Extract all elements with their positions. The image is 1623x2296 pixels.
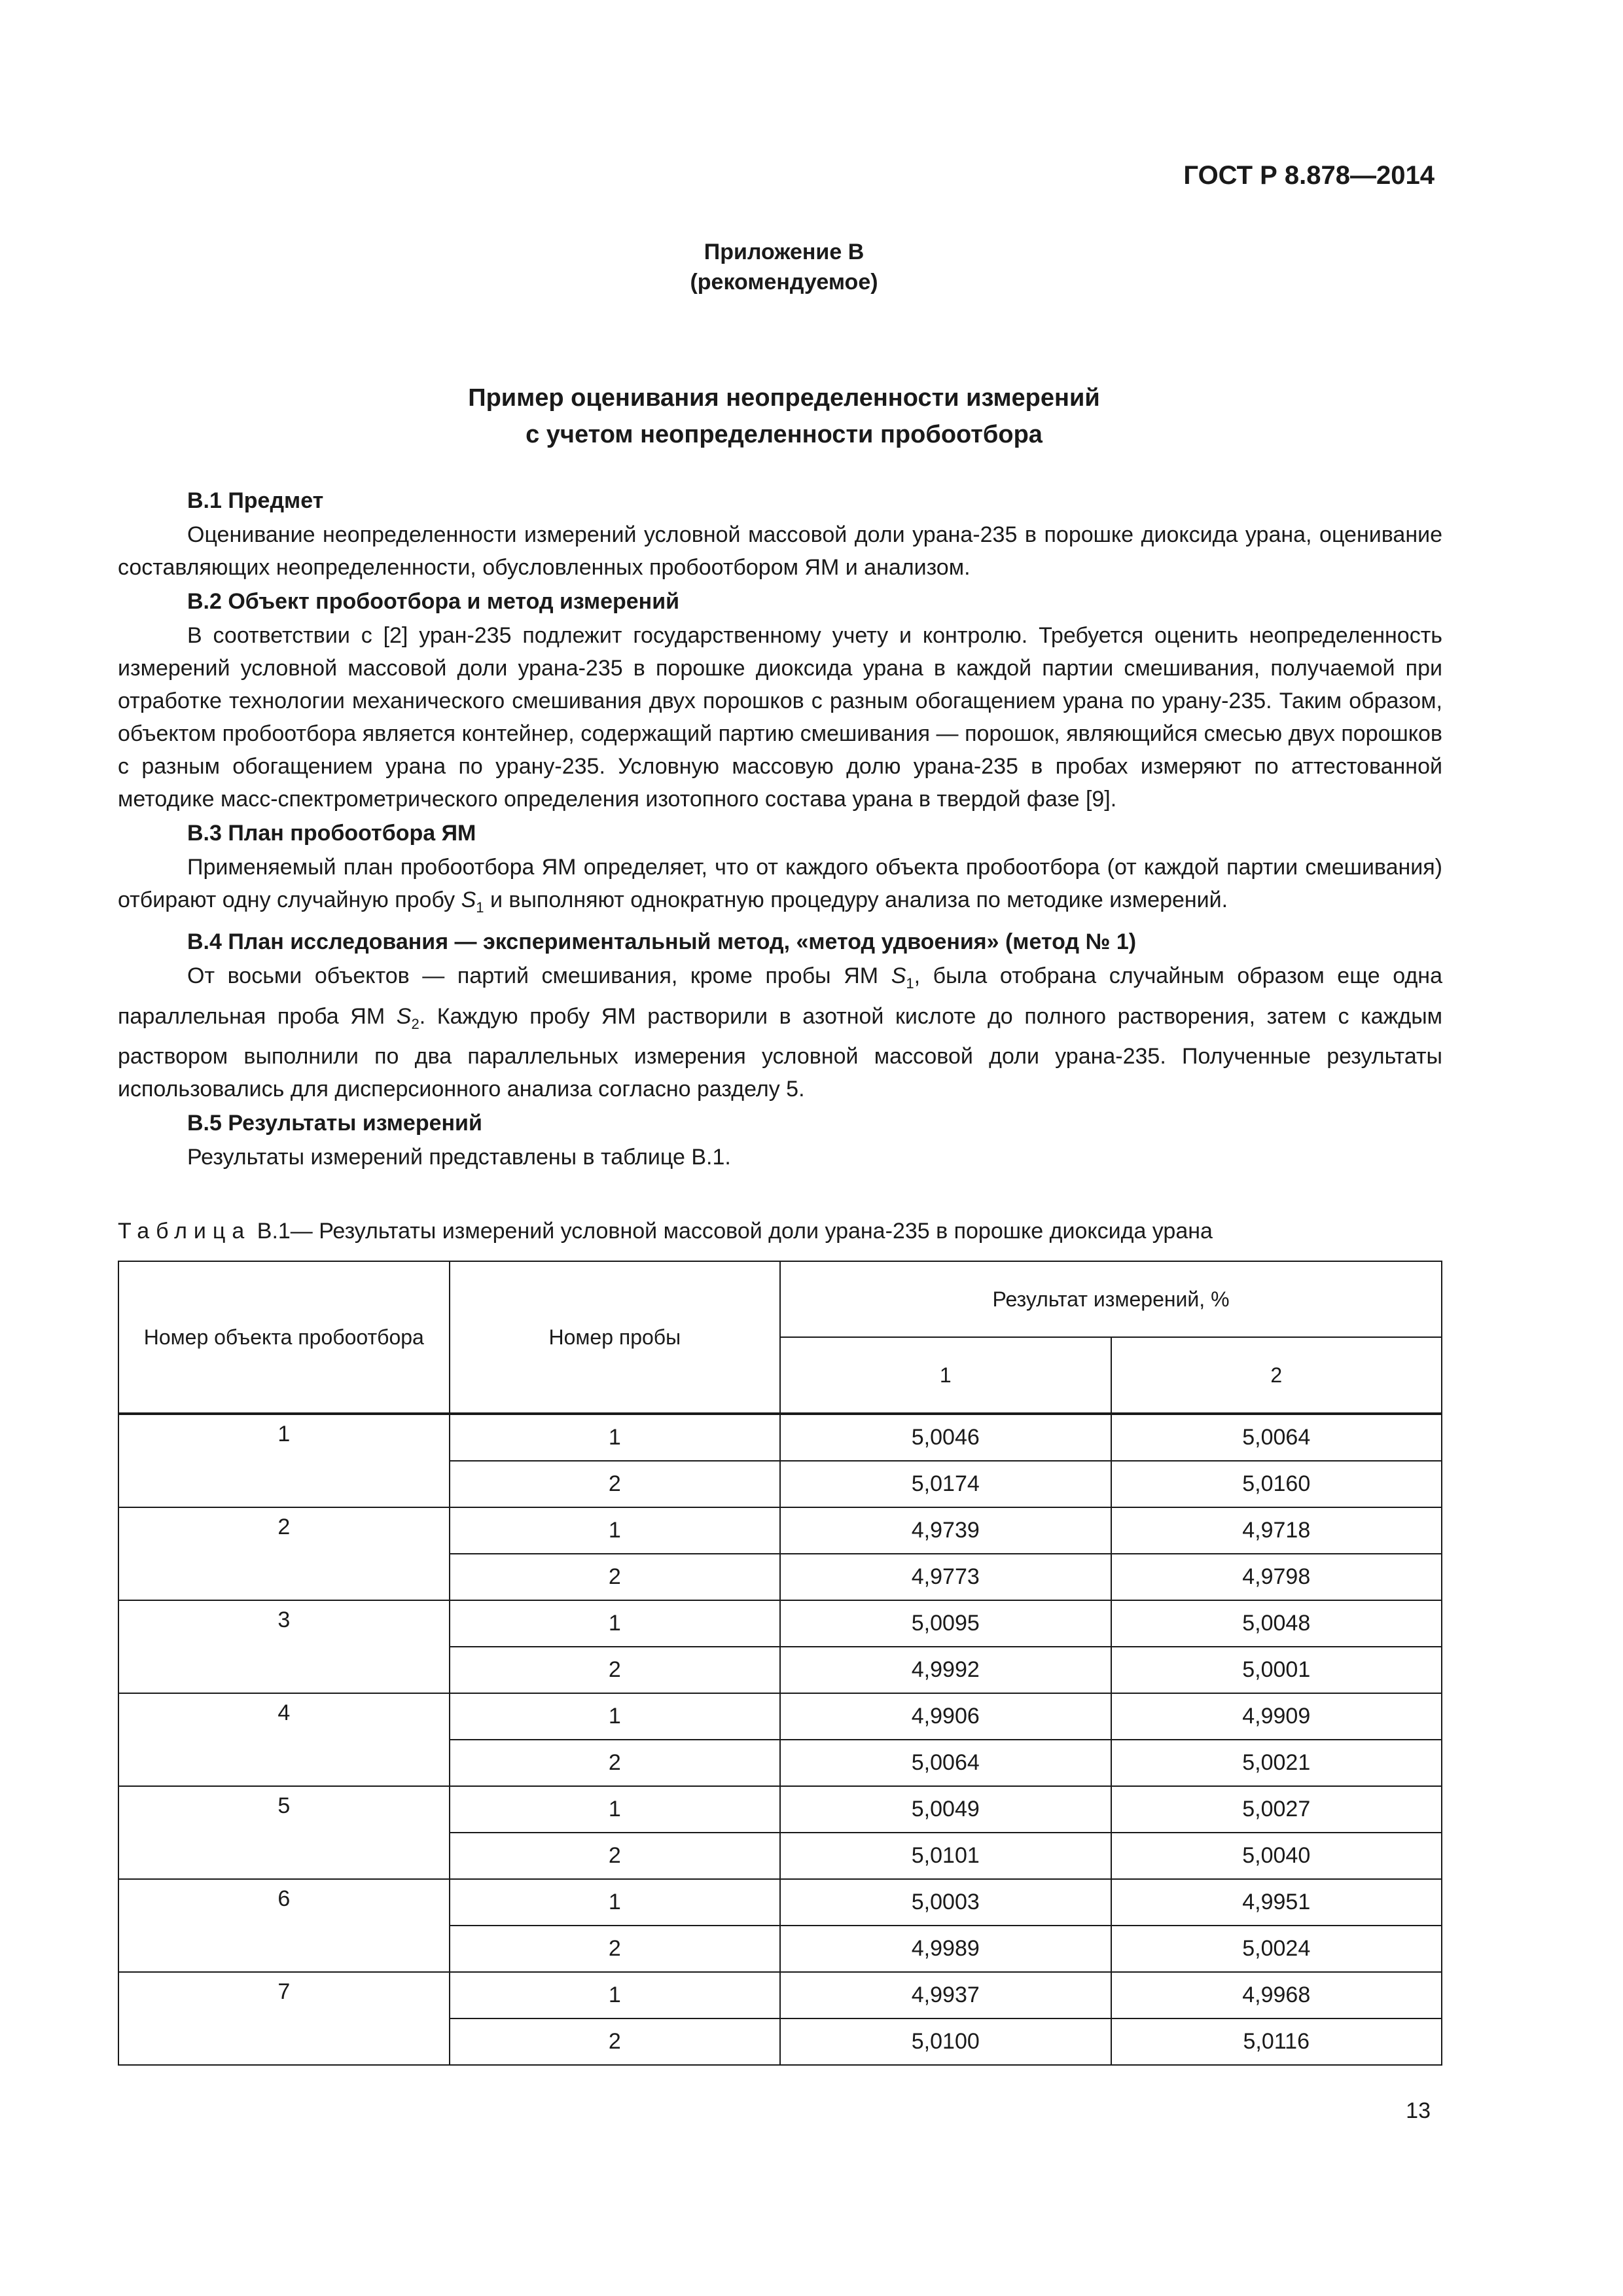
text-run: . Каждую пробу ЯМ растворили в азотной кислоте до полного растворения, затем с каждым раствором выполнили по два параллельных измерения условной массовой доли урана-235. Полученные результаты использовались для дисперсионного анализа согласно разделу 5.	[118, 1003, 1443, 1102]
title-line-2: с учетом неопределенности пробоотбора	[526, 421, 1043, 448]
section-b2-heading: В.2 Объект пробоотбора и метод измерений	[187, 589, 680, 614]
section-b4-paragraph	[118, 960, 1442, 1106]
object-number-cell: 1	[118, 1414, 450, 1507]
title-line-1: Пример оценивания неопределенности измерений	[468, 384, 1100, 412]
result-1-cell: 4,9906	[780, 1693, 1111, 1740]
sample-number-cell: 2	[450, 1926, 780, 1972]
sample-number-cell: 1	[450, 1600, 780, 1647]
page-number: 13	[1406, 2098, 1431, 2123]
symbol-s: S	[891, 963, 906, 988]
results-table	[118, 1261, 1442, 2066]
subscript: 1	[476, 899, 484, 916]
appendix-main-title	[0, 380, 1568, 453]
text-run: и выполняют однократную процедуру анализа по методике измерений.	[484, 888, 1228, 912]
object-number-cell: 7	[118, 1972, 450, 2065]
header-measurement-1: 1	[780, 1337, 1111, 1414]
result-2-cell: 5,0040	[1111, 1833, 1442, 1879]
symbol-s: S	[461, 888, 476, 912]
text-run: От восьми объектов — партий смешивания, кроме пробы ЯМ	[187, 963, 891, 988]
result-1-cell: 5,0095	[780, 1600, 1111, 1647]
header-measurement-2: 2	[1111, 1337, 1442, 1414]
object-number-cell: 4	[118, 1693, 450, 1786]
sample-number-cell: 2	[450, 1461, 780, 1507]
sample-number-cell: 2	[450, 2018, 780, 2065]
table-row	[118, 1972, 1442, 2018]
subscript: 2	[411, 1015, 419, 1032]
result-1-cell: 4,9739	[780, 1507, 1111, 1554]
result-2-cell: 4,9718	[1111, 1507, 1442, 1554]
document-code: ГОСТ Р 8.878—2014	[1183, 161, 1435, 190]
object-number-cell: 2	[118, 1507, 450, 1600]
table-body	[118, 1414, 1442, 2065]
result-2-cell: 5,0024	[1111, 1926, 1442, 1972]
section-b2-paragraph: В соответствии с [2] уран-235 подлежит государственному учету и контролю. Требуется оценить неопределенность измерений условной массовой доли урана-235 в порошке диоксида урана в каждой партии смешивания, получаемой при отработке технологии механического смешивания двух порошков с разным обогащением урана по урану-235. Таким образом, объектом пробоотбора является контейнер, содержащий партию смешивания — порошок, являющийся смесью двух порошков с разным обогащением урана по урану-235. Условную массовую долю урана-235 в пробах измеряют по аттестованной методике масс-спектрометрического определения изотопного состава урана в твердой фазе [9].	[118, 623, 1442, 812]
result-1-cell: 4,9937	[780, 1972, 1111, 2018]
appendix-heading	[0, 237, 1568, 297]
subscript: 1	[906, 975, 914, 992]
result-2-cell: 5,0064	[1111, 1414, 1442, 1461]
table-row	[118, 1693, 1442, 1740]
header-sample-number: Номер пробы	[450, 1261, 780, 1414]
result-2-cell: 4,9909	[1111, 1693, 1442, 1740]
object-number-cell: 6	[118, 1879, 450, 1972]
result-1-cell: 5,0174	[780, 1461, 1111, 1507]
sample-number-cell: 2	[450, 1647, 780, 1693]
sample-number-cell: 2	[450, 1833, 780, 1879]
result-1-cell: 4,9989	[780, 1926, 1111, 1972]
result-2-cell: 5,0116	[1111, 2018, 1442, 2065]
sample-number-cell: 1	[450, 1414, 780, 1461]
result-1-cell: 4,9992	[780, 1647, 1111, 1693]
sample-number-cell: 1	[450, 1972, 780, 2018]
appendix-title: Приложение В	[704, 240, 865, 264]
table-row	[118, 1414, 1442, 1461]
section-b1-heading: В.1 Предмет	[187, 488, 324, 513]
caption-label: Таблица	[118, 1219, 251, 1244]
section-b3-heading: В.3 План пробоотбора ЯМ	[187, 821, 476, 846]
result-2-cell: 4,9968	[1111, 1972, 1442, 2018]
text-run: , была отобрана случайным образом еще одна параллельная проба ЯМ	[118, 963, 1442, 1029]
result-1-cell: 5,0101	[780, 1833, 1111, 1879]
result-1-cell: 5,0046	[780, 1414, 1111, 1461]
caption-text: В.1— Результаты измерений условной массовой доли урана-235 в порошке диоксида урана	[257, 1219, 1213, 1244]
header-result: Результат измерений, %	[780, 1261, 1442, 1337]
table-row	[118, 1786, 1442, 1833]
result-2-cell: 5,0021	[1111, 1740, 1442, 1786]
result-2-cell: 5,0027	[1111, 1786, 1442, 1833]
object-number-cell: 5	[118, 1786, 450, 1879]
section-b5-paragraph: Результаты измерений представлены в таблице В.1.	[187, 1145, 731, 1170]
result-2-cell: 5,0001	[1111, 1647, 1442, 1693]
body-text	[118, 483, 1442, 1174]
result-2-cell: 5,0048	[1111, 1600, 1442, 1647]
sample-number-cell: 1	[450, 1786, 780, 1833]
table-row	[118, 1600, 1442, 1647]
result-1-cell: 5,0003	[780, 1879, 1111, 1926]
table-caption	[118, 1219, 1213, 1244]
sample-number-cell: 2	[450, 1554, 780, 1600]
appendix-status: (рекомендуемое)	[690, 270, 878, 295]
header-object-number: Номер объекта пробоотбора	[118, 1261, 450, 1414]
section-b1-paragraph: Оценивание неопределенности измерений условной массовой доли урана-235 в порошке диоксида урана, оценивание составляющих неопределенности, обусловленных пробоотбором ЯМ и анализом.	[118, 522, 1442, 580]
section-b3-paragraph	[118, 851, 1442, 924]
section-b5-heading: В.5 Результаты измерений	[187, 1111, 482, 1136]
sample-number-cell: 1	[450, 1507, 780, 1554]
result-1-cell: 4,9773	[780, 1554, 1111, 1600]
section-b4-heading: В.4 План исследования — экспериментальный метод, «метод удвоения» (метод № 1)	[187, 929, 1137, 954]
result-2-cell: 4,9951	[1111, 1879, 1442, 1926]
result-1-cell: 5,0064	[780, 1740, 1111, 1786]
sample-number-cell: 2	[450, 1740, 780, 1786]
text-run: Применяемый план пробоотбора ЯМ определяет, что от каждого объекта пробоотбора (от каждой партии смешивания) отбирают одну случайную пробу	[118, 855, 1442, 912]
result-2-cell: 5,0160	[1111, 1461, 1442, 1507]
symbol-s: S	[396, 1003, 412, 1029]
object-number-cell: 3	[118, 1600, 450, 1693]
sample-number-cell: 1	[450, 1879, 780, 1926]
table-row	[118, 1879, 1442, 1926]
result-1-cell: 5,0049	[780, 1786, 1111, 1833]
table-row	[118, 1507, 1442, 1554]
result-1-cell: 5,0100	[780, 2018, 1111, 2065]
result-2-cell: 4,9798	[1111, 1554, 1442, 1600]
sample-number-cell: 1	[450, 1693, 780, 1740]
